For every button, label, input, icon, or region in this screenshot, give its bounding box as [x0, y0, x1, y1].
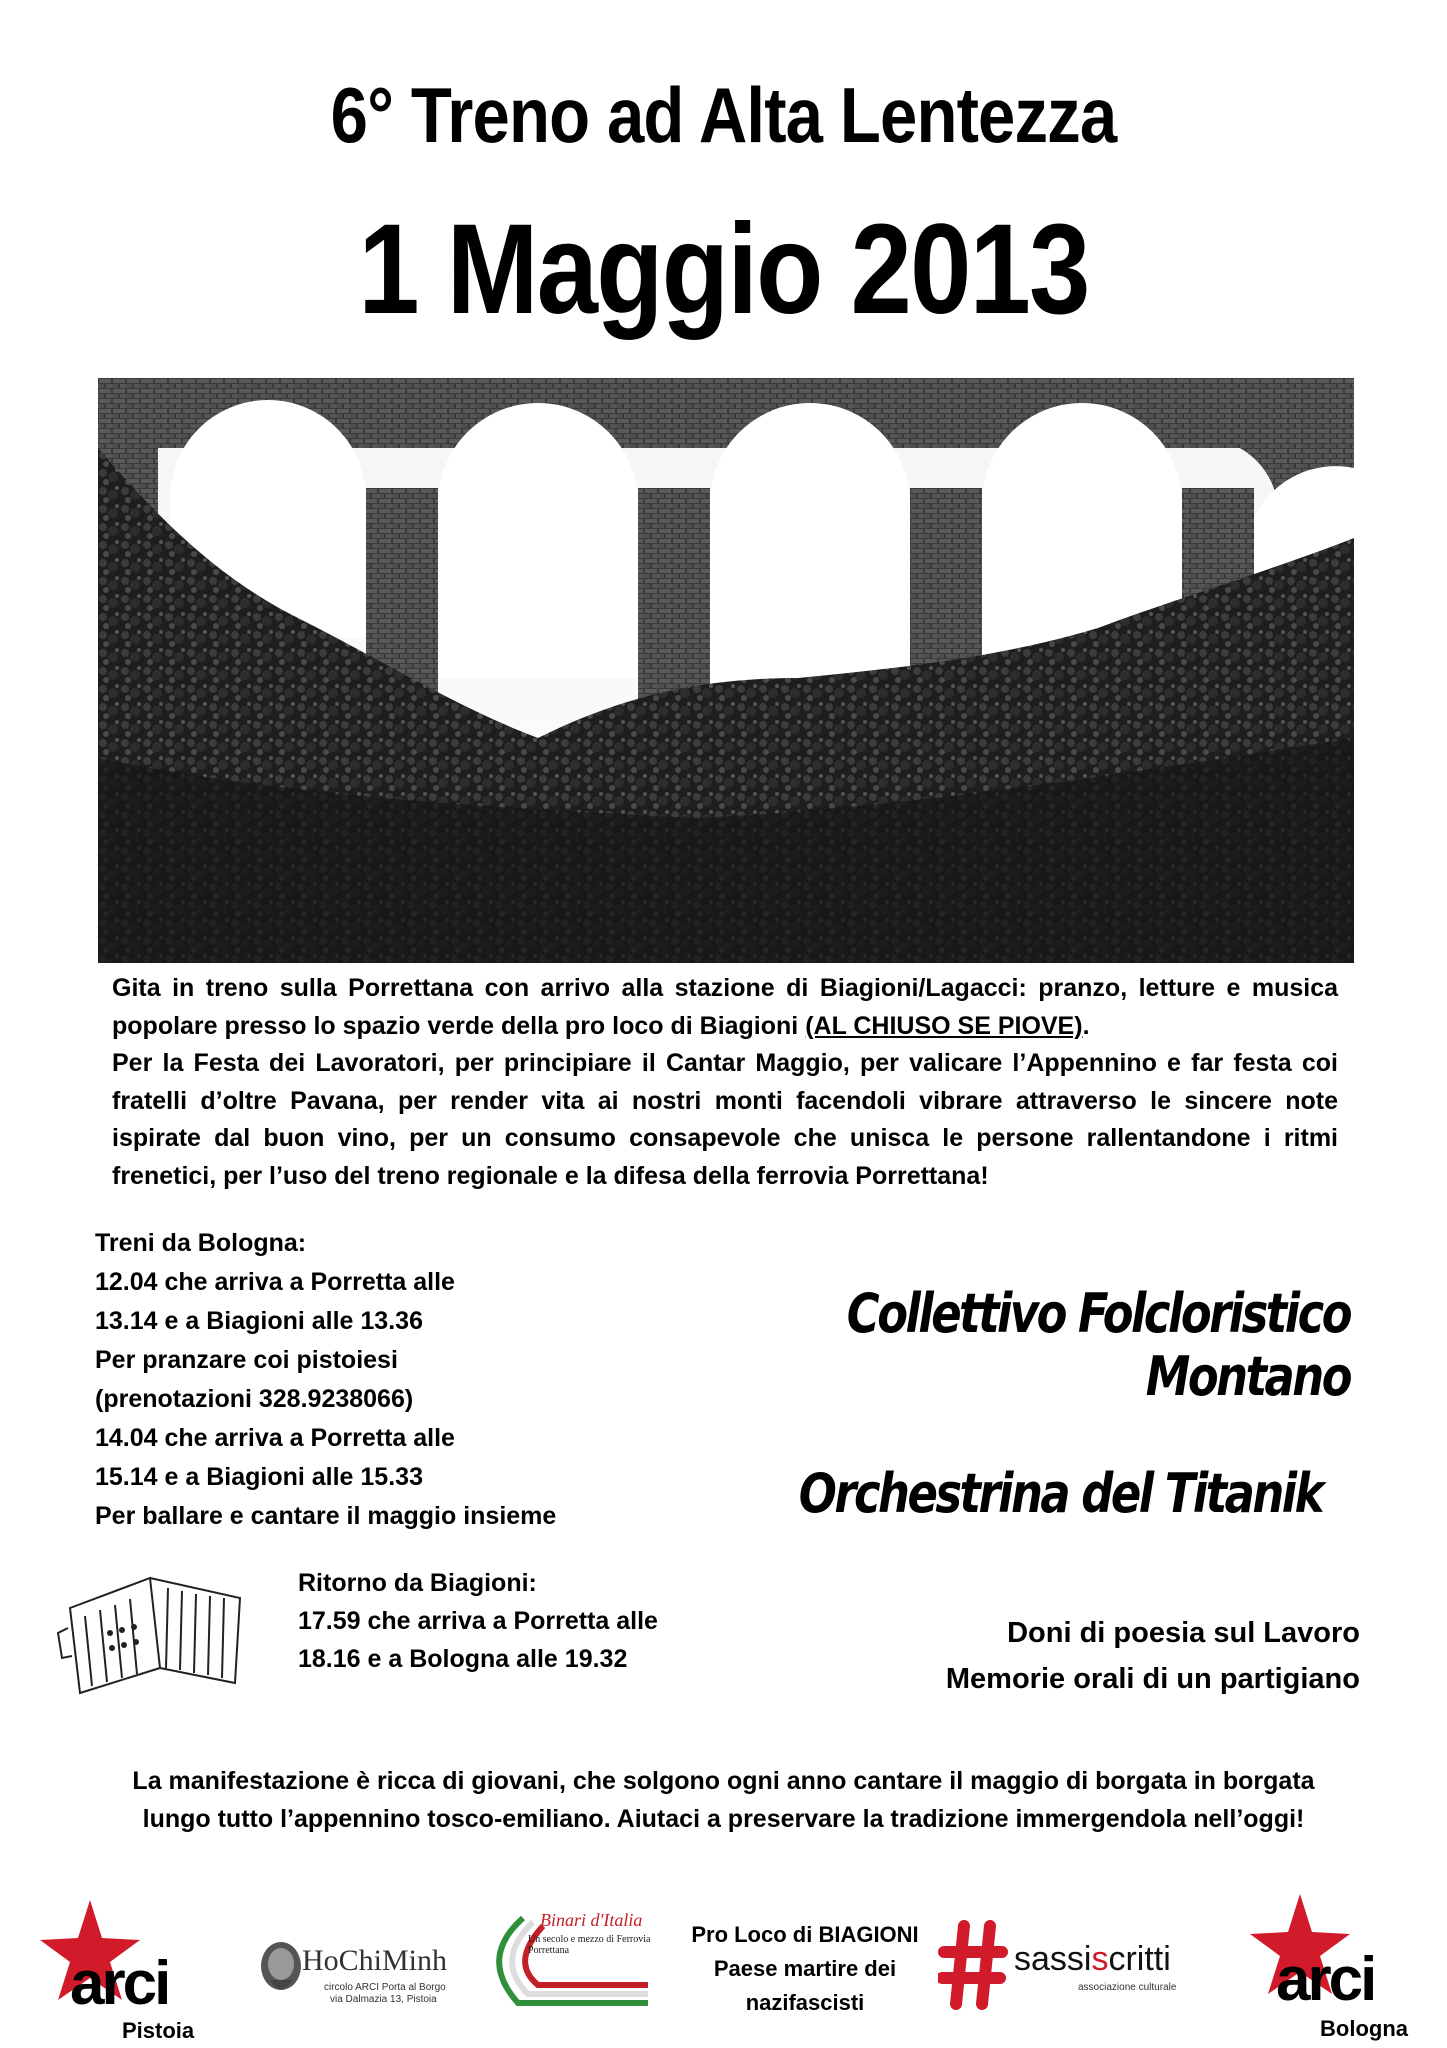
- sassiscritti-name: sassiscritti: [1014, 1940, 1171, 1978]
- hochiminh-logo: [258, 1932, 458, 2022]
- arci-city: Pistoia: [122, 2018, 195, 2043]
- hash-icon: [938, 1920, 1008, 2010]
- accordion-drawing: [50, 1558, 260, 1698]
- event-date: 1 Maggio 2013: [358, 198, 1089, 341]
- sponsor-logos: [0, 1880, 1447, 2048]
- viaduct-train-photo: [98, 378, 1354, 963]
- return-line: Ritorno da Biagioni:: [298, 1569, 537, 1597]
- sassiscritti-logo: [938, 1920, 1228, 2020]
- extra-memories: Memorie orali di un partigiano: [945, 1663, 1360, 1695]
- schedule-line: 15.14 e a Biagioni alle 15.33: [95, 1463, 423, 1491]
- proloco-line-1: Pro Loco di BIAGIONI: [691, 1922, 919, 1947]
- hochiminh-address-2: via Dalmazia 13, Pistoia: [330, 1994, 437, 2005]
- intro-paragraph-2: Per la Festa dei Lavoratori, per principiare il Cantar Maggio, per valicare l’Appennino e far festa coi fratelli d’oltre Pavana, per render vita ai nostri monti facendoli vibrare attraverso le sincere note ispirate dal buon vino, per un consumo consapevole che unisca le persone rallentandone i ritmi frenetici, per l’uso del treno regionale e la difesa della ferrovia Porrettana!: [112, 1049, 1338, 1190]
- arci-bologna-logo: [1240, 1894, 1440, 2044]
- performer-collettivo: Collettivo Folcloristico Montano: [846, 1282, 1350, 1408]
- binari-title: Binari d'Italia: [540, 1910, 643, 1930]
- closing-line-1: La manifestazione è ricca di giovani, che solgono ogni anno cantare il maggio di borgata in borgata: [132, 1767, 1315, 1795]
- return-line: 18.16 e a Bologna alle 19.32: [298, 1645, 628, 1673]
- binari-italia-logo: [478, 1908, 668, 2028]
- extra-poetry: Doni di poesia sul Lavoro: [1007, 1617, 1360, 1649]
- performer-orchestrina: Orchestrina del Titanik: [798, 1462, 1322, 1525]
- extras: [840, 1610, 1360, 1702]
- arci-wordmark: arci: [70, 1949, 169, 2018]
- intro-text: [112, 970, 1338, 1195]
- schedule-line: 13.14 e a Biagioni alle 13.36: [95, 1307, 423, 1335]
- schedule-line: Per ballare e cantare il maggio insieme: [95, 1502, 557, 1530]
- return-schedule: [298, 1564, 778, 1678]
- proloco-biagioni: [670, 1918, 940, 2020]
- event-title: 6° Treno ad Alta Lentezza: [330, 71, 1117, 159]
- closing-line-2: lungo tutto l’appennino tosco-emiliano. Aiutaci a preservare la tradizione immergendola nell’oggi!: [142, 1805, 1305, 1833]
- train-schedule: [95, 1224, 635, 1536]
- arci-city: Bologna: [1320, 2016, 1408, 2041]
- arci-wordmark: arci: [1276, 1945, 1375, 2014]
- sassiscritti-subtitle: associazione culturale: [1078, 1982, 1177, 1993]
- intro-paragraph-1: Gita in treno sulla Porrettana con arrivo alla stazione di Biagioni/Lagacci: pranzo, letture e musica popolare presso lo spazio verde della pro loco di Biagioni (AL CHIUSO SE PIOVE).: [112, 974, 1338, 1040]
- return-line: 17.59 che arriva a Porretta alle: [298, 1607, 658, 1635]
- binari-subtitle: Un secolo e mezzo di Ferrovia Porrettana: [528, 1934, 651, 1956]
- proloco-line-2: Paese martire dei: [713, 1956, 897, 1981]
- rain-note: (AL CHIUSO SE PIOVE): [805, 1011, 1083, 1040]
- closing-text: [60, 1762, 1387, 1838]
- hochiminh-address-1: circolo ARCI Porta al Borgo: [324, 1982, 446, 1993]
- schedule-line: 14.04 che arriva a Porretta alle: [95, 1424, 455, 1452]
- proloco-line-3: nazifascisti: [745, 1990, 865, 2015]
- schedule-line: 12.04 che arriva a Porretta alle: [95, 1268, 455, 1296]
- hochiminh-name: HoChiMinh: [302, 1944, 448, 1977]
- schedule-line: Per pranzare coi pistoiesi: [95, 1346, 398, 1374]
- arci-pistoia-logo: [30, 1900, 230, 2043]
- portrait-icon: [258, 1940, 304, 2000]
- schedule-line: Treni da Bologna:: [95, 1229, 307, 1257]
- schedule-line: (prenotazioni 328.9238066): [95, 1385, 414, 1413]
